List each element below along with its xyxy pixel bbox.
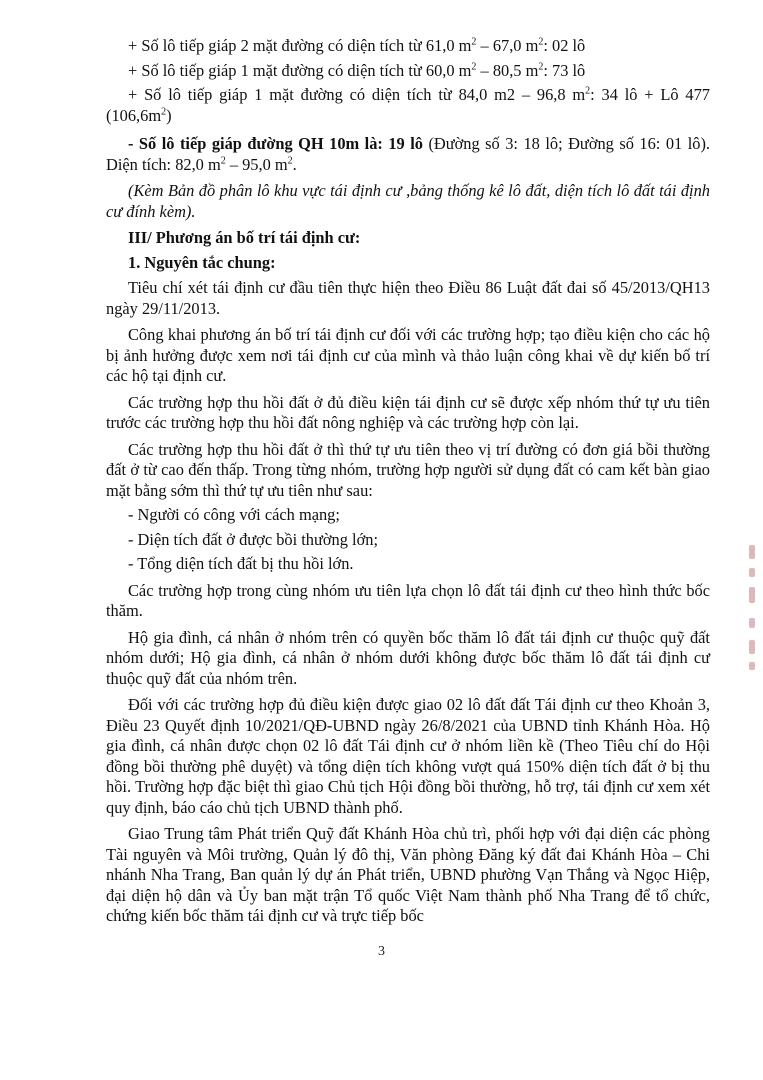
lot-line-two-frontage: + Số lô tiếp giáp 2 mặt đường có diện tích từ 61,0 $m^2 - 67,0$ $m^2$: 02 lô: [128, 36, 586, 55]
paragraph-two-lots: Đối với các trường hợp đủ điều kiện được giao 02 lô đất đất Tái định cư theo Khoản 3, Điều 23 Quyết định 10/2021/QĐ-UBND ngày 26/8/2021 của UBND tỉnh Khánh Hòa. Hộ gia đình, cá nhân được chọn 02 lô đất Tái định cư ở nhóm liền kề (Theo Tiêu chí do Hội đồng bồi thường phê duyệt) và tổng diện tích không vượt quá 150% diện tích đất ở bị thu hồi. Trường hợp đặc biệt thì giao Chủ tịch Hội đồng bồi thường, hỗ trợ, tái định cư xem xét quy định, báo cáo chủ tịch UBND thành phố.: [106, 695, 710, 817]
lot-line-one-frontage-a: + Số lô tiếp giáp 1 mặt đường có diện tích từ 60,0 $m^2 - 80,5$ $m^2$: 73 lô: [128, 60, 586, 80]
paragraph-assignment: Giao Trung tâm Phát triển Quỹ đất Khánh Hòa chủ trì, phối hợp với đại diện các phòng Tài nguyên và Môi trường, Quản lý đô thị, Văn phòng Đăng ký đất đai Khánh Hòa – Chi nhánh Nha Trang, Ban quản lý dự án Phát triển, UBND phường Vạn Thắng và Ngọc Hiệp, đại diện hộ dân và Ủy ban mặt trận Tổ quốc Việt Nam thành phố Nha Trang để tổ chức, chứng kiến bốc thăm tái định cư và trực tiếp bốc: [106, 824, 710, 925]
paragraph-public-plan: Công khai phương án bố trí tái định cư đối với các trường hợp; tạo điều kiện cho các hộ bị ảnh hưởng được xem nơi tái định cư của mình và thảo luận công khai về dự kiến bố trí các hộ tại định cư.: [106, 325, 710, 385]
paragraph-priority-group: Các trường hợp thu hồi đất ở đủ điều kiện tái định cư sẽ được xếp nhóm thứ tự ưu tiên trước các trường hợp thu hồi đất nông nghiệp và các trường hợp còn lại.: [106, 392, 710, 432]
lot-line-one-frontage-b: + Số lô tiếp giáp 1 mặt đường có diện tích từ 84,0 m2 – 96,8 $m^2$: 34 lô + Lô 477 $(106,6m^2)$: [106, 85, 710, 125]
bullet-compensated-area: - Diện tích đất ở được bồi thường lớn;: [128, 529, 378, 549]
qh-road-lots: - Số lô tiếp giáp đường QH 10m là: 19 lô (Đường số 3: 18 lô; Đường số 16: 01 lô). Diện tích: 82,0 $m^2 - 95,0$ $m^2$.: [106, 134, 710, 174]
page-number: 3: [378, 944, 385, 959]
paragraph-group-rights: Hộ gia đình, cá nhân ở nhóm trên có quyền bốc thăm lô đất tái định cư thuộc quỹ đất nhóm dưới; Hộ gia đình, cá nhân ở nhóm dưới không được bốc thăm lô đất tái định cư thuộc quỹ đất của nhóm trên.: [106, 627, 710, 688]
bullet-total-area: - Tổng diện tích đất bị thu hồi lớn.: [128, 554, 354, 573]
paragraph-lottery: Các trường hợp trong cùng nhóm ưu tiên lựa chọn lô đất tái định cư theo hình thức bốc thăm.: [106, 580, 710, 620]
paragraph-priority-order: Các trường hợp thu hồi đất ở thì thứ tự ưu tiên theo vị trí đường có đơn giá bồi thường đất ở từ cao đến thấp. Trong từng nhóm, trường hợp người sử dụng đất có cam kết bàn giao mặt bằng sớm thì thứ tự ưu tiên như sau:: [106, 439, 710, 500]
document-body: [106, 36, 710, 927]
paragraph-criteria: Tiêu chí xét tái định cư đầu tiên thực hiện theo Điều 86 Luật đất đai số 45/2013/QH13 ngày 29/11/2013.: [106, 278, 710, 318]
section-heading: III/ Phương án bố trí tái định cư:: [128, 228, 361, 247]
subsection-heading: 1. Nguyên tắc chung:: [128, 252, 276, 272]
attachment-note: (Kèm Bản đồ phân lô khu vực tái định cư ,bảng thống kê lô đất, diện tích lô đất tái định cư đính kèm).: [106, 181, 710, 221]
bullet-merit: - Người có công với cách mạng;: [128, 505, 340, 524]
